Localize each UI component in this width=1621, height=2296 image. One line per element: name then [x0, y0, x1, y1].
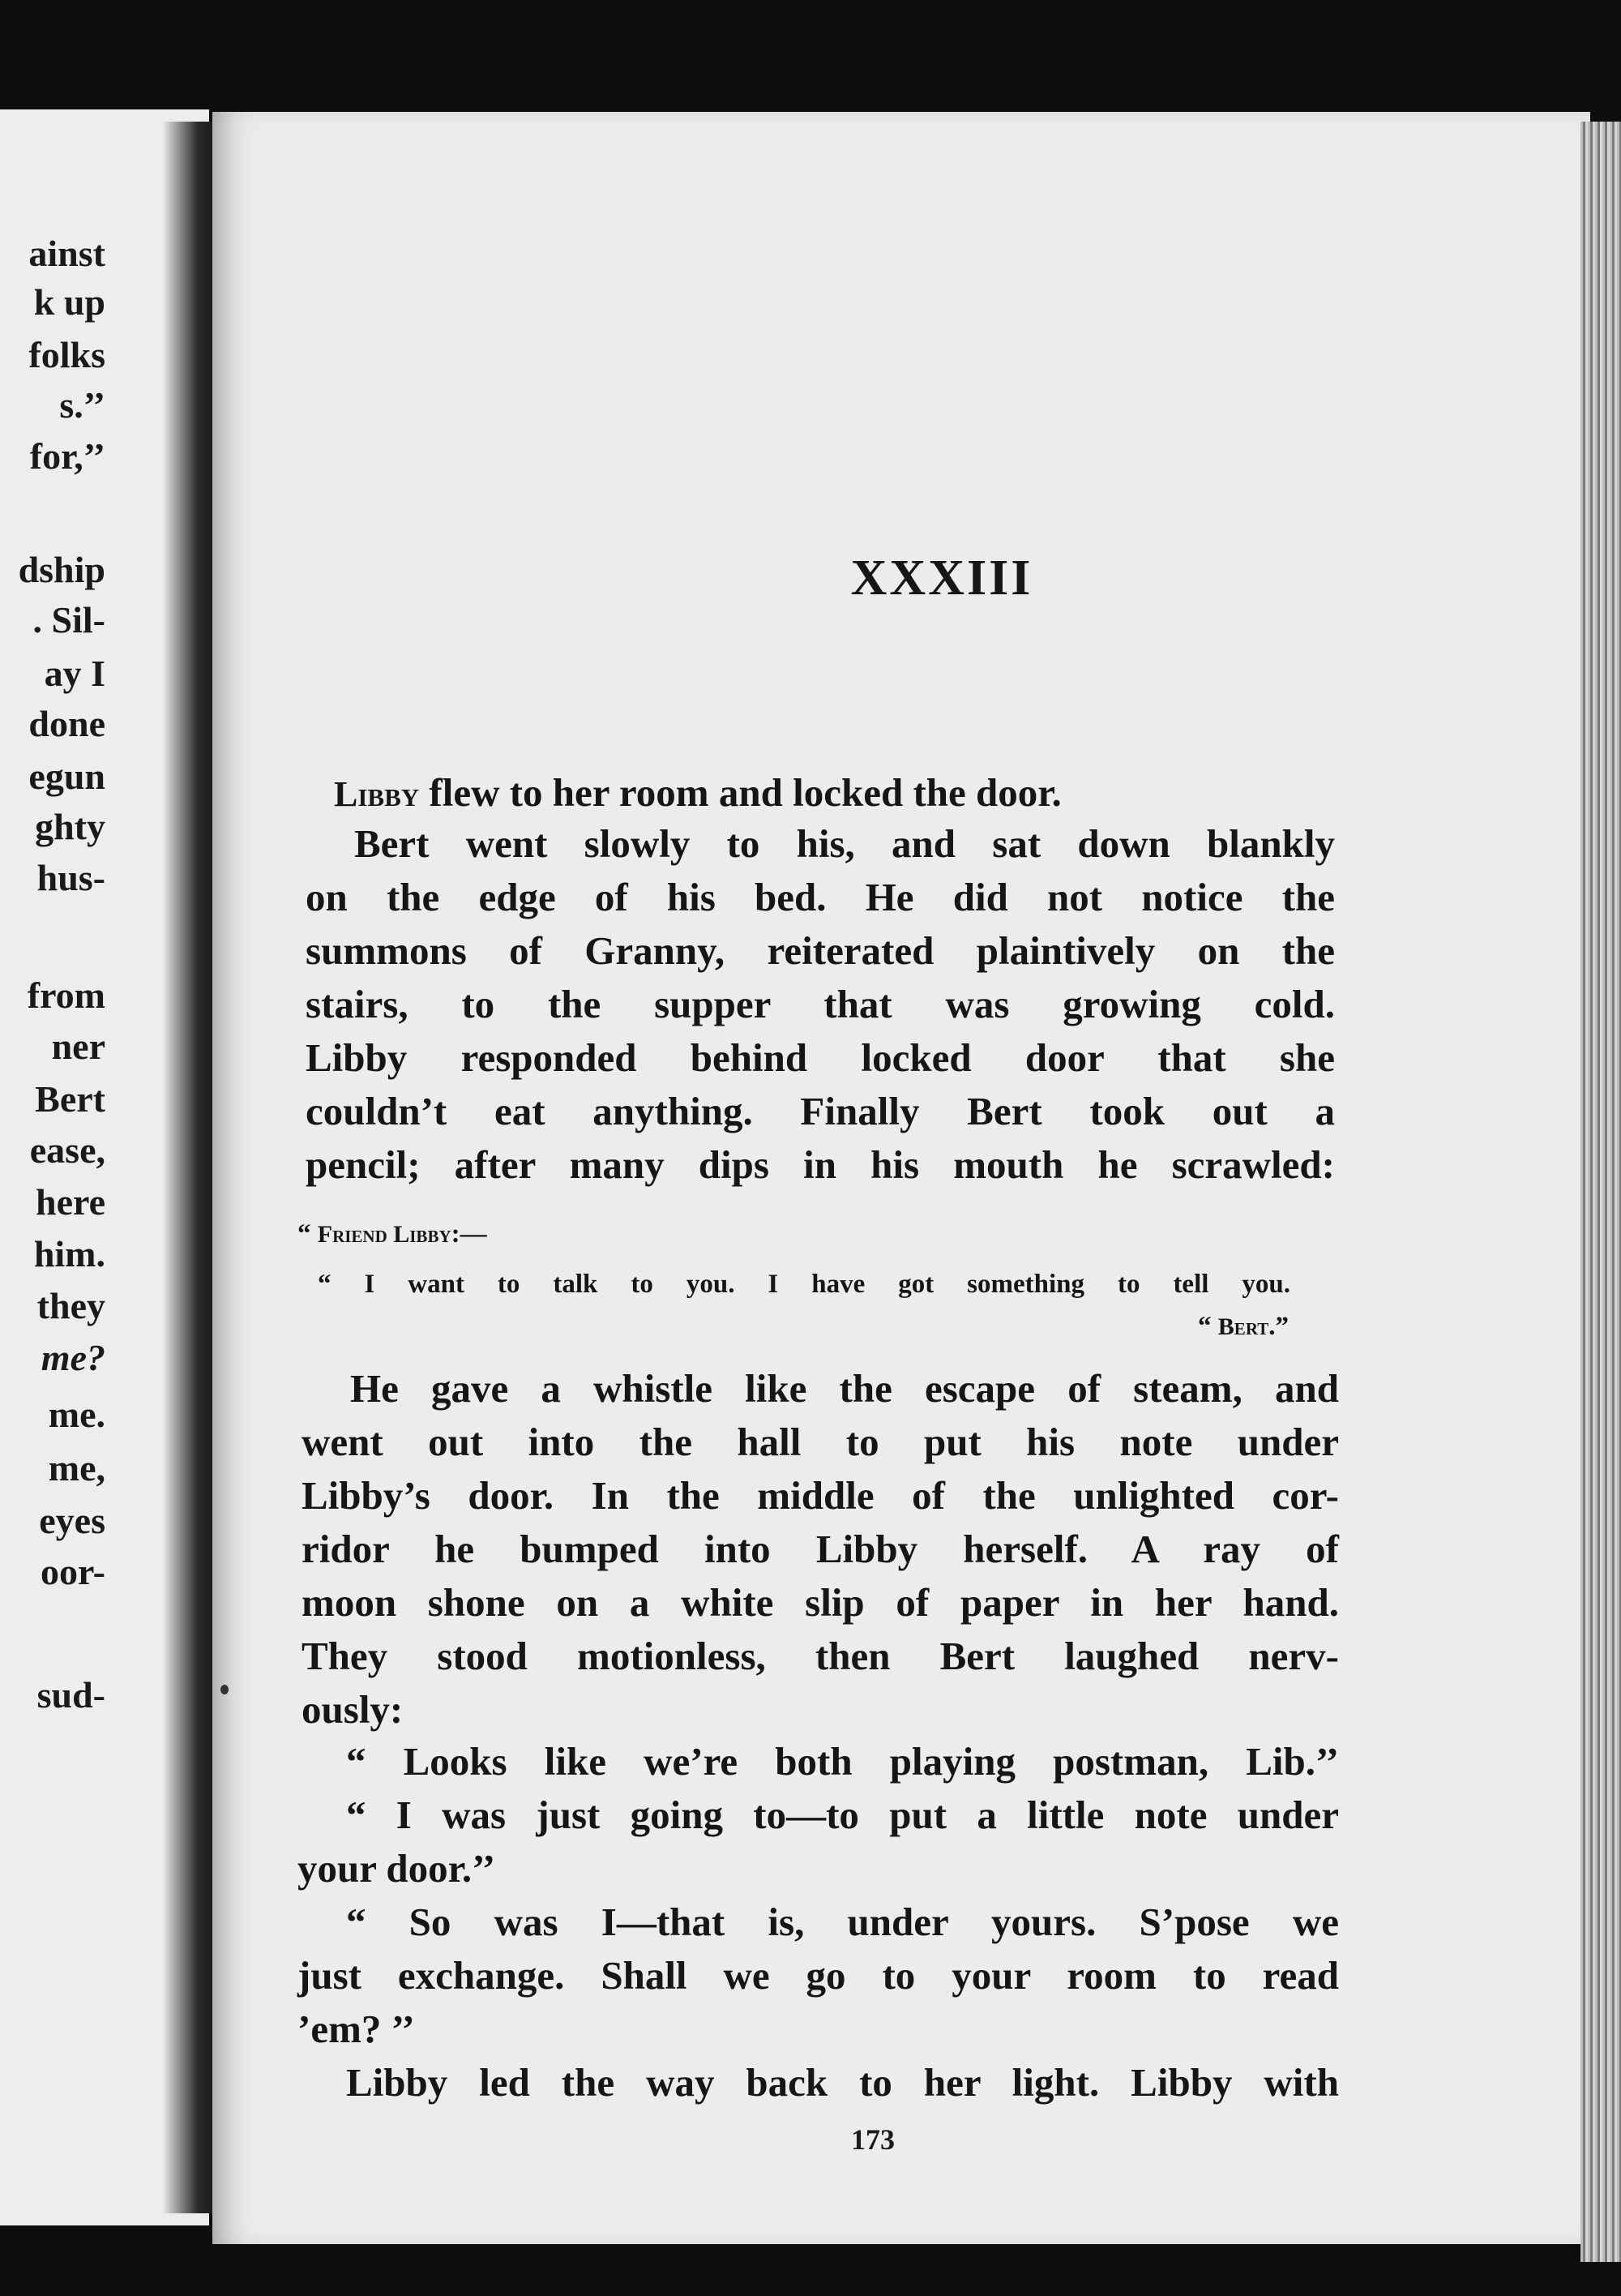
paragraph-opening-line [334, 770, 1062, 815]
left-page-line-fragment: ease, [29, 1129, 105, 1171]
left-page-line-fragment: me, [48, 1447, 105, 1489]
text-line: stairs, to the supper that was growing cold. [306, 982, 1335, 1026]
note-salutation-name: Friend Libby [317, 1221, 451, 1248]
left-page-line-fragment: k up [33, 281, 105, 323]
left-page-line-fragment: oor- [40, 1551, 105, 1592]
text-line: pencil; after many dips in his mouth he scrawled: [306, 1142, 1335, 1187]
left-page-line-fragment: egun [28, 756, 105, 797]
left-page-line-fragment: ner [51, 1026, 105, 1067]
line-text: flew to her room and locked the door. [419, 770, 1062, 815]
chapter-heading: XXXIII [850, 550, 1033, 606]
note-signature-name: Bert [1217, 1313, 1269, 1340]
text-line: They stood motionless, then Bert laughed nerv- [302, 1634, 1339, 1678]
text-line: Libby led the way back to her light. Libby with [346, 2060, 1339, 2105]
left-page-line-fragment: Bert [35, 1078, 105, 1120]
left-page-line-fragment: me. [48, 1394, 105, 1435]
note-body: “ I want to talk to you. I have got something to tell you. [318, 1270, 1290, 1299]
page-edges [1580, 122, 1621, 2262]
left-page-line-fragment: here [35, 1181, 105, 1223]
right-page [212, 112, 1590, 2244]
left-page-line-fragment: they [36, 1285, 105, 1326]
left-page-line-fragment: eyes [39, 1500, 105, 1541]
left-page-line-fragment: folks [28, 334, 105, 375]
text-line: “ So was I—that is, under yours. S’pose we [346, 1900, 1339, 1944]
left-page-line-fragment: ghty [35, 806, 105, 847]
text-line: moon shone on a white slip of paper in her hand. [302, 1580, 1339, 1625]
left-page-line-fragment: me? [41, 1337, 105, 1378]
left-page-line-fragment: from [27, 975, 105, 1016]
text-line: on the edge of his bed. He did not notice the [306, 875, 1335, 919]
text-line: ridor he bumped into Libby herself. A ray of [302, 1527, 1339, 1571]
text-line: couldn’t eat anything. Finally Bert took out a [306, 1089, 1335, 1133]
text-line: ’em? ’’ [297, 2007, 415, 2051]
text-line: Bert went slowly to his, and sat down blankly [354, 821, 1335, 866]
small-caps-name: Libby [334, 774, 420, 814]
text-line: He gave a whistle like the escape of steam, and [350, 1366, 1339, 1411]
text-line: went out into the hall to put his note under [302, 1420, 1339, 1464]
left-page-line-fragment: for,’’ [29, 435, 105, 477]
left-page-line-fragment: . Sil- [32, 599, 105, 640]
left-page-line-fragment: hus- [36, 857, 105, 898]
left-page-line-fragment: s.’’ [59, 384, 105, 426]
text-line: Libby responded behind locked door that she [306, 1035, 1335, 1080]
left-page-line-fragment: sud- [36, 1674, 105, 1716]
left-page-line-fragment: ay I [44, 653, 105, 694]
text-line: Libby’s door. In the middle of the unlighted cor- [302, 1473, 1339, 1518]
note-salutation [297, 1221, 487, 1248]
text-line: “ Looks like we’re both playing postman, Lib.’’ [346, 1739, 1339, 1784]
left-page-line-fragment: done [28, 703, 105, 744]
left-page-line-fragment: dship [18, 549, 105, 590]
left-page-line-fragment: ainst [28, 233, 105, 274]
margin-mark [220, 1685, 229, 1694]
note-dash: :— [451, 1219, 487, 1249]
text-line: “ I was just going to—to put a little note under [346, 1793, 1339, 1837]
note-quote: “ [1198, 1312, 1218, 1341]
text-line: summons of Granny, reiterated plaintively on the [306, 928, 1335, 973]
note-signature [1063, 1313, 1289, 1340]
page-number: 173 [851, 2123, 895, 2156]
note-quote: “ [297, 1219, 318, 1249]
text-line: your door.’’ [297, 1846, 496, 1891]
left-page-line-fragment: him. [33, 1233, 105, 1274]
text-line: just exchange. Shall we go to your room to read [297, 1953, 1339, 1998]
text-line: ously: [302, 1687, 404, 1732]
note-quote-close: .” [1268, 1312, 1289, 1341]
